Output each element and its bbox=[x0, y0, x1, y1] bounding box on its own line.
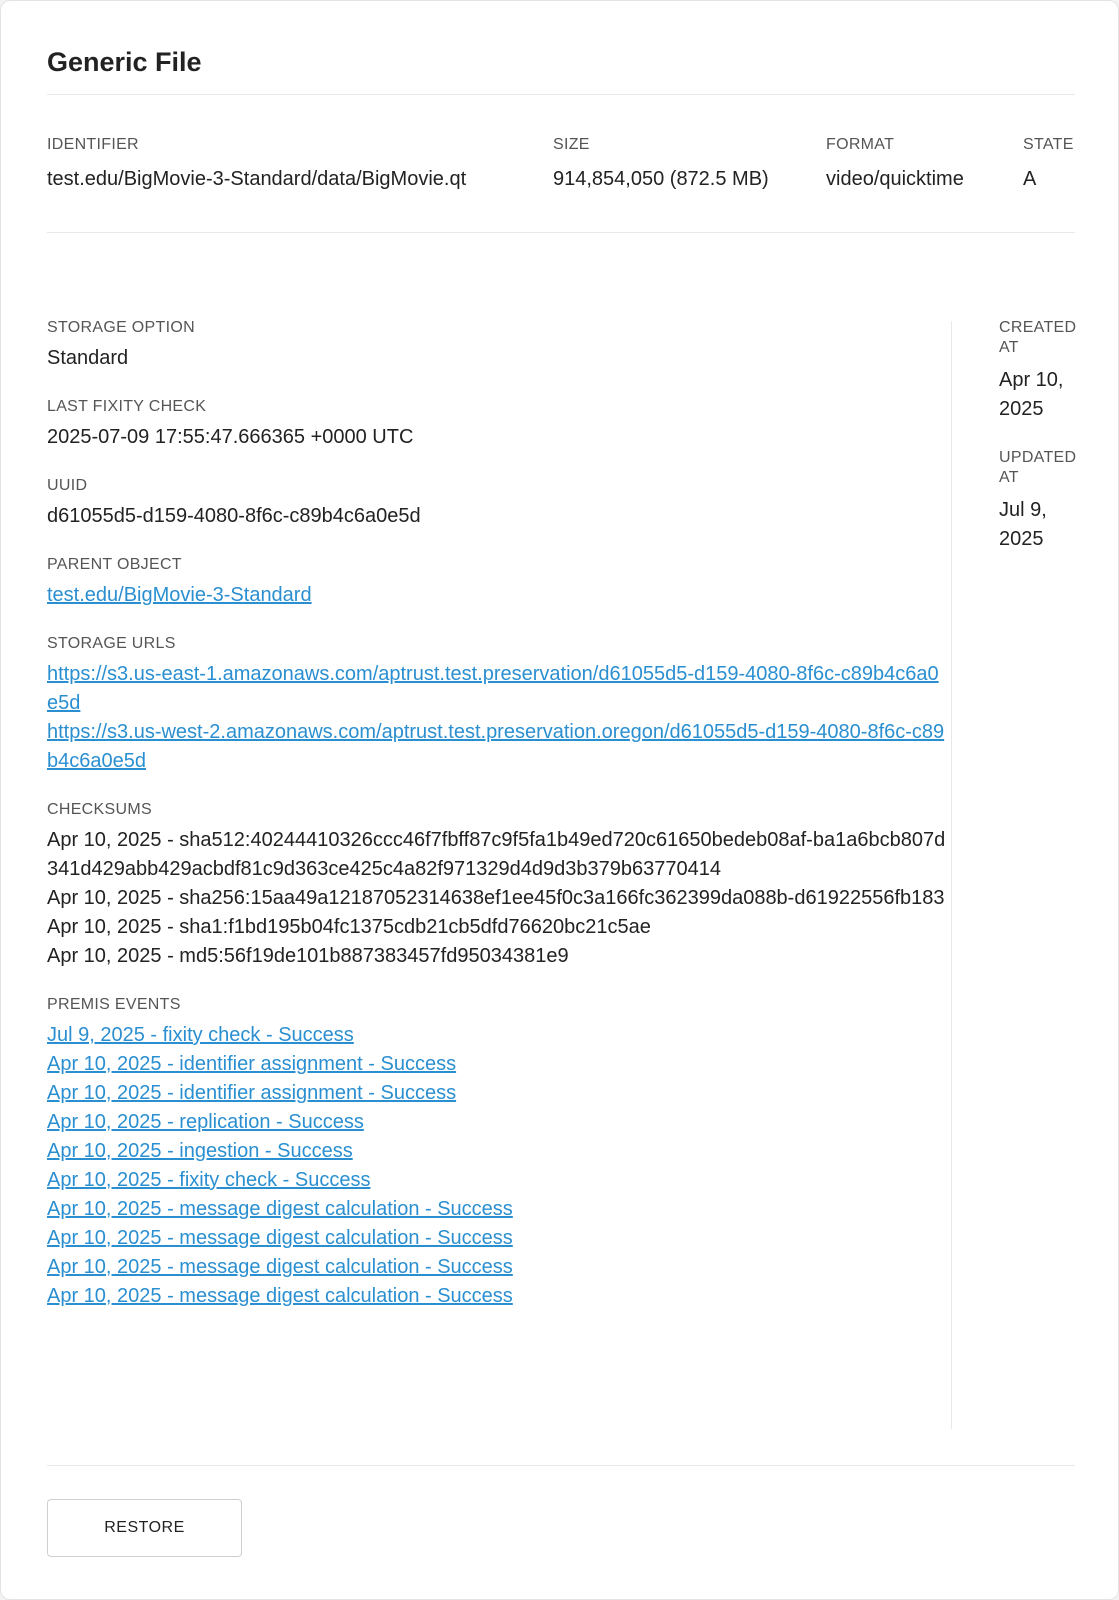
checksums-label: CHECKSUMS bbox=[47, 801, 152, 818]
premis-events-label: PREMIS EVENTS bbox=[47, 996, 181, 1013]
state-label: STATE bbox=[1023, 136, 1074, 153]
restore-button[interactable]: RESTORE bbox=[47, 1499, 242, 1557]
premis-event-link[interactable]: Apr 10, 2025 - message digest calculation - Success bbox=[47, 1256, 513, 1278]
format-field bbox=[826, 135, 964, 194]
premis-event-link[interactable]: Apr 10, 2025 - message digest calculation - Success bbox=[47, 1227, 513, 1249]
details-column bbox=[47, 318, 947, 1335]
premis-event-link[interactable]: Apr 10, 2025 - identifier assignment - Success bbox=[47, 1053, 457, 1075]
premis-event-link[interactable]: Apr 10, 2025 - message digest calculation - Success bbox=[47, 1285, 513, 1307]
storage-option-label: STORAGE OPTION bbox=[47, 319, 195, 336]
parent-object-label: PARENT OBJECT bbox=[47, 556, 182, 573]
checksums-field bbox=[47, 800, 947, 971]
last-fixity-value: 2025-07-09 17:55:47.666365 +0000 UTC bbox=[47, 426, 414, 448]
uuid-value: d61055d5-d159-4080-8f6c-c89b4c6a0e5d bbox=[47, 505, 421, 527]
premis-events-field bbox=[47, 995, 947, 1311]
state-value: A bbox=[1023, 168, 1037, 190]
state-field bbox=[1023, 135, 1074, 194]
checksum-item: Apr 10, 2025 - sha512:40244410326ccc46f7fbff87c9f5fa1b49ed720c61650bedeb08af-ba1a6bcb807d341d429abb429acbdf81c9d363ce425c4a82f971329d4d9d3b379b63770414 bbox=[47, 829, 946, 880]
size-value: 914,854,050 (872.5 MB) bbox=[553, 168, 769, 190]
storage-url-link[interactable]: https://s3.us-east-1.amazonaws.com/aptrust.test.preservation/d61055d5-d159-4080-8f6c-c89b4c6a0e5d bbox=[47, 663, 939, 714]
checksum-item: Apr 10, 2025 - sha256:15aa49a12187052314638ef1ee45f0c3a166fc362399da088b-d61922556fb183 bbox=[47, 887, 945, 909]
last-fixity-label: LAST FIXITY CHECK bbox=[47, 398, 207, 415]
identifier-value: test.edu/BigMovie-3-Standard/data/BigMovie.qt bbox=[47, 168, 467, 190]
format-label: FORMAT bbox=[826, 136, 895, 153]
premis-event-link[interactable]: Apr 10, 2025 - message digest calculation - Success bbox=[47, 1198, 513, 1220]
storage-option-field bbox=[47, 318, 947, 373]
created-at-label: CREATED AT bbox=[999, 319, 1077, 356]
storage-option-value: Standard bbox=[47, 347, 129, 369]
premis-event-link[interactable]: Apr 10, 2025 - identifier assignment - Success bbox=[47, 1082, 457, 1104]
uuid-label: UUID bbox=[47, 477, 88, 494]
title-divider bbox=[47, 94, 1075, 95]
updated-at-label: UPDATED AT bbox=[999, 449, 1077, 486]
created-at-value: Apr 10, 2025 bbox=[999, 369, 1064, 420]
storage-urls-field bbox=[47, 634, 947, 776]
premis-event-link[interactable]: Apr 10, 2025 - fixity check - Success bbox=[47, 1169, 371, 1191]
identifier-field bbox=[47, 135, 466, 194]
premis-event-link[interactable]: Apr 10, 2025 - ingestion - Success bbox=[47, 1140, 353, 1162]
checksum-item: Apr 10, 2025 - sha1:f1bd195b04fc1375cdb21cb5dfd76620bc21c5ae bbox=[47, 916, 651, 938]
premis-event-link[interactable]: Apr 10, 2025 - replication - Success bbox=[47, 1111, 364, 1133]
format-value: video/quicktime bbox=[826, 168, 964, 190]
storage-urls-label: STORAGE URLS bbox=[47, 635, 176, 652]
storage-url-link[interactable]: https://s3.us-west-2.amazonaws.com/aptrust.test.preservation.oregon/d61055d5-d159-4080-8f6c-c89b4c6a0e5d bbox=[47, 721, 945, 772]
updated-at-value: Jul 9, 2025 bbox=[999, 499, 1047, 550]
footer-divider bbox=[47, 1465, 1075, 1466]
uuid-field bbox=[47, 476, 947, 531]
identifier-label: IDENTIFIER bbox=[47, 136, 139, 153]
parent-object-link[interactable]: test.edu/BigMovie-3-Standard bbox=[47, 584, 312, 606]
timestamps-column bbox=[999, 318, 1089, 578]
column-divider bbox=[951, 321, 952, 1429]
size-label: SIZE bbox=[553, 136, 590, 153]
last-fixity-field bbox=[47, 397, 947, 452]
summary-divider bbox=[47, 232, 1075, 233]
premis-event-link[interactable]: Jul 9, 2025 - fixity check - Success bbox=[47, 1024, 354, 1046]
parent-object-field bbox=[47, 555, 947, 610]
checksum-item: Apr 10, 2025 - md5:56f19de101b887383457fd95034381e9 bbox=[47, 945, 569, 967]
page-title: Generic File bbox=[47, 47, 202, 77]
size-field bbox=[553, 135, 769, 194]
